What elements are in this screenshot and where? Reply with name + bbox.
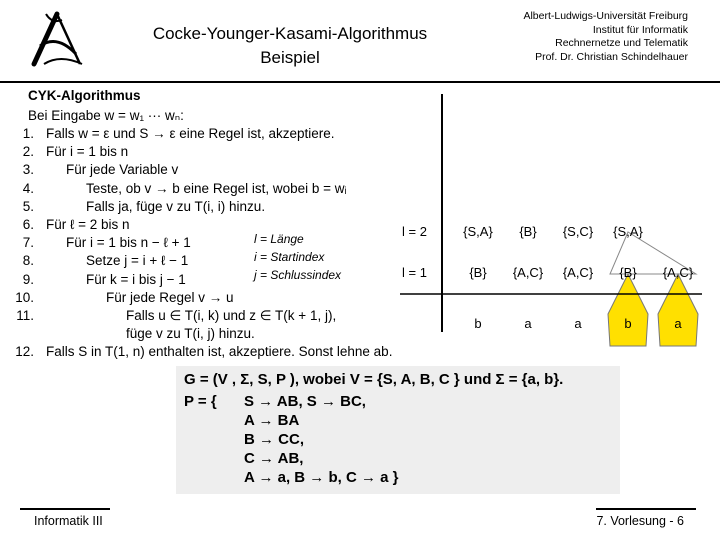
university-logo [22,10,92,68]
line-number: 3. [22,162,34,178]
input-symbol: b [474,316,482,331]
grammar-definition [176,366,620,494]
production-rule: A → a, B → b, C → a } [244,469,399,486]
line-number: 1. [22,126,34,141]
line-text: Teste, ob v → b eine Regel ist, wobei b = wᵢ [86,180,347,196]
line-number: 8. [22,253,34,269]
footer-left-rule [20,508,110,510]
table-cell: {B} [619,265,637,280]
title-line-2: Beispiel [260,48,320,67]
table-cell: {A,C} [512,265,544,280]
line-number: 12. [15,344,34,360]
input-symbol: a [524,316,532,331]
production-rule: B → CC, [244,431,304,448]
line-text: Für jede Variable v [66,162,179,178]
line-text: Für ℓ = 2 bis n [46,217,130,232]
title-line-1: Cocke-Younger-Kasami-Algorithmus [152,24,428,43]
highlight-shape [608,274,648,346]
algorithm-intro: Bei Eingabe w = w₁ ··· wₙ: [28,108,184,123]
line-text: Setze j = i + ℓ − 1 [86,253,189,269]
footer-right-rule [596,508,696,510]
page-title [100,22,480,70]
table-cell: {A,C} [562,265,594,280]
note-length: l = Länge [254,232,304,246]
line-number: 10. [15,289,34,305]
line-text: Für jede Regel v → u [106,289,234,305]
production-rule: S → AB, S → BC, [244,393,366,410]
line-text: Falls u ∈ T(i, k) und z ∈ T(k + 1, j), [126,308,337,323]
line-text: Falls ja, füge v zu T(i, i) hinzu. [86,198,266,214]
line-text: Falls S in T(1, n) enthalten ist, akzeptiere. Sonst lehne ab. [46,344,393,360]
note-end-index: j = Schlussindex [254,268,342,282]
production-rule: A → BA [244,412,300,429]
line-number: 7. [22,235,34,251]
line-number: 5. [22,198,34,214]
index-notes [254,230,341,284]
line-text: Für k = i bis j − 1 [86,271,186,287]
grammar-tuple: G = (V , Σ, S, P ), wobei V = {S, A, B, C } und Σ = {a, b}. [184,371,564,388]
production-rule: C → AB, [244,450,304,467]
institute-line: Prof. Dr. Christian Schindelhauer [535,50,688,63]
institute-line: Institut für Informatik [592,23,688,36]
line-number: 11. [16,308,34,323]
line-number: 9. [22,271,34,287]
input-symbol: a [574,316,582,331]
footer-course: Informatik III [34,514,103,528]
footer-slide-number: 7. Vorlesung - 6 [596,514,684,528]
line-text: Falls w = ε und S → ε eine Regel ist, akzeptiere. [46,126,335,141]
table-cell: {A,C} [662,265,694,280]
note-start-index: i = Startindex [254,250,325,264]
line-text: Für i = 1 bis n − ℓ + 1 [66,235,191,251]
highlight-shape [658,274,698,346]
line-number: 2. [22,144,34,160]
row-label-l2: l = 2 [402,224,427,239]
line-number: 6. [22,217,34,232]
table-cell: {B} [519,224,537,239]
line-number: 4. [22,180,34,196]
row-label-l1: l = 1 [402,265,427,280]
institute-info [480,10,688,64]
table-cell: {S,A} [463,224,493,239]
productions-label: P = { [184,393,217,410]
table-cell: {S,A} [613,224,643,239]
cyk-table [396,218,706,348]
header-divider [0,81,720,83]
algorithm-title: CYK-Algorithmus [28,88,141,103]
input-symbol: a [674,316,682,331]
institute-line: Rechnernetze und Telematik [555,37,688,49]
institute-line: Albert-Ludwigs-Universität Freiburg [523,10,688,22]
table-cell: {B} [469,265,487,280]
line-text: Für i = 1 bis n [46,144,129,160]
line-text: füge v zu T(i, j) hinzu. [126,326,255,342]
table-cell: {S,C} [562,224,594,239]
input-symbol: b [624,316,632,331]
